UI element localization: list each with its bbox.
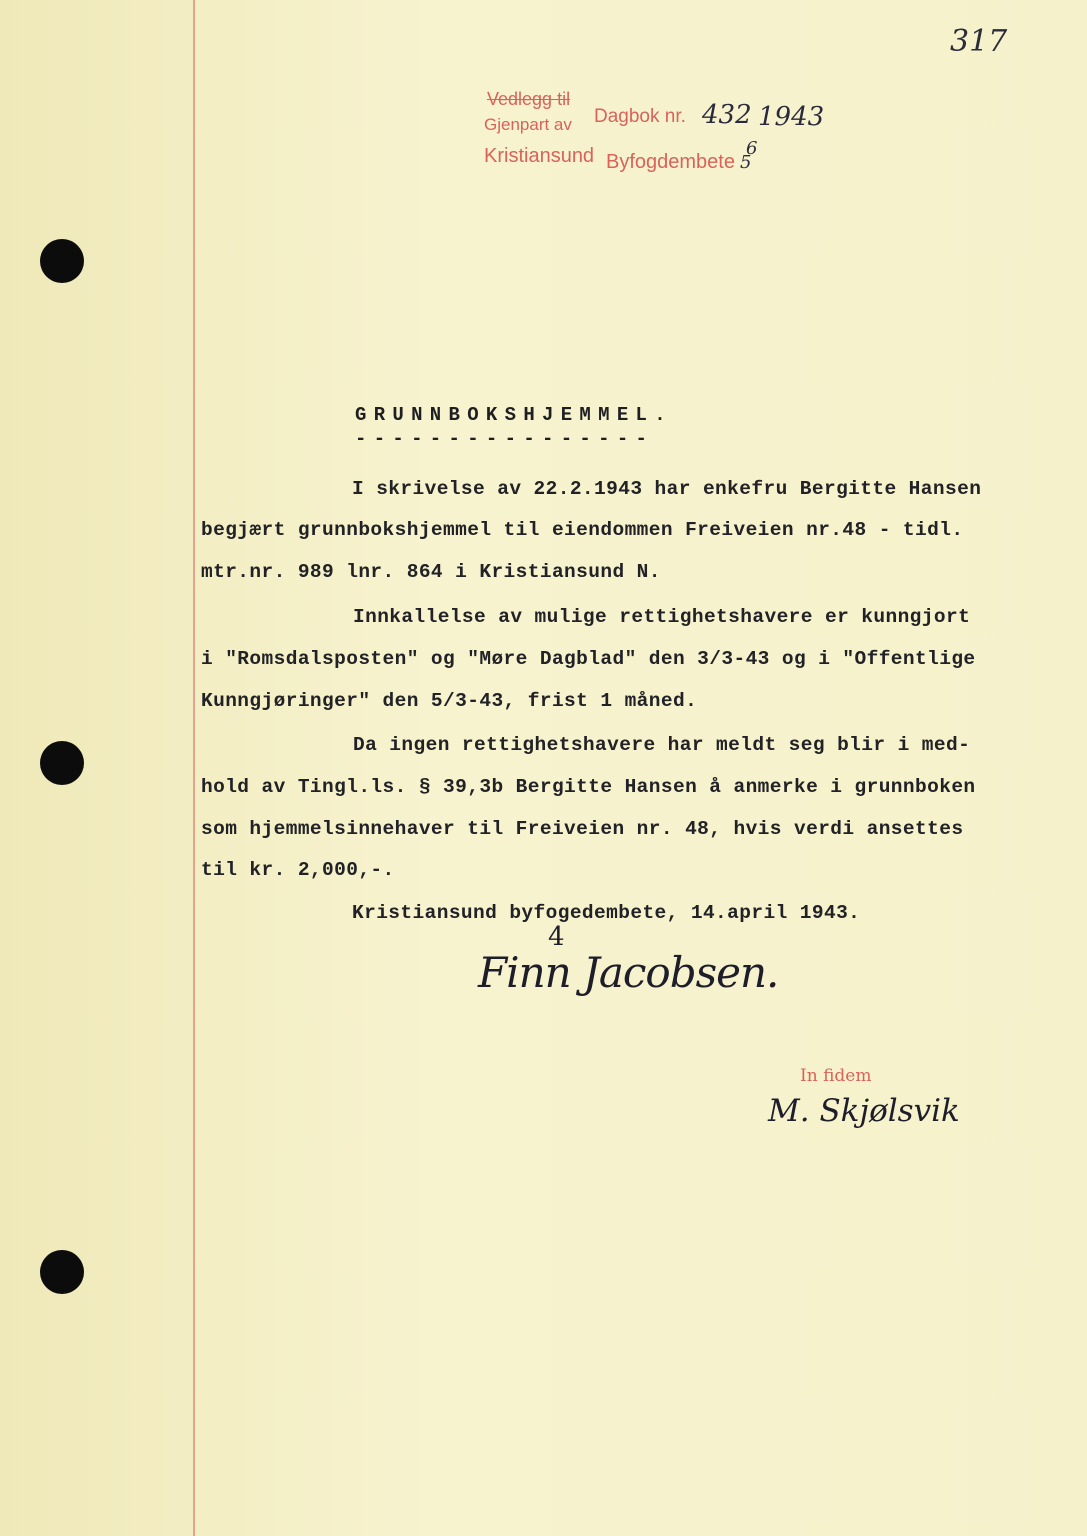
signature-1: Finn Jacobsen. xyxy=(478,948,779,997)
in-fidem-stamp: In fidem xyxy=(800,1066,872,1086)
punch-hole-top xyxy=(40,239,84,283)
signature-mark: 4 xyxy=(548,922,565,952)
body-line-6: Kunngjøringer" den 5/3-43, frist 1 måned. xyxy=(201,690,698,712)
page-number: 317 xyxy=(950,24,1008,59)
body-line-4: Innkallelse av mulige rettighetshavere er kunngjort xyxy=(353,606,971,628)
body-line-9: som hjemmelsinnehaver til Freiveien nr. 48, hvis verdi ansettes xyxy=(201,818,964,840)
body-line-10: til kr. 2,000,-. xyxy=(201,859,395,881)
stamp-byfogdembete: Byfogdembete xyxy=(606,151,735,173)
date-month: 5 xyxy=(740,152,752,173)
punch-hole-middle xyxy=(40,741,84,785)
place-date-line: Kristiansund byfogedembete, 14.april 1943. xyxy=(352,902,861,924)
stamp-kristiansund: Kristiansund xyxy=(484,145,595,167)
body-line-3: mtr.nr. 989 lnr. 864 i Kristiansund N. xyxy=(201,561,661,583)
stamp-vedlegg: Vedlegg til xyxy=(487,89,571,109)
margin-line xyxy=(193,0,195,1536)
dagbok-date xyxy=(740,138,758,173)
stamp-gjenpart: Gjenpart av xyxy=(484,115,572,134)
body-line-8: hold av Tingl.ls. § 39,3b Bergitte Hansen å anmerke i grunnboken xyxy=(201,776,976,798)
title-underline: ---------------- xyxy=(355,428,655,450)
date-day: 6 xyxy=(746,138,758,159)
document-title: GRUNNBOKSHJEMMEL. xyxy=(355,404,673,426)
dagbok-year: 1943 xyxy=(758,102,825,132)
punch-hole-bottom xyxy=(40,1250,84,1294)
body-line-2: begjært grunnbokshjemmel til eiendommen Freiveien nr.48 - tidl. xyxy=(201,519,964,541)
dagbok-number: 432 xyxy=(702,100,752,130)
body-line-5: i "Romsdalsposten" og "Møre Dagblad" den 3/3-43 og i "Offentlige xyxy=(201,648,976,670)
signature-2: M. Skjølsvik xyxy=(768,1093,960,1129)
body-line-7: Da ingen rettighetshavere har meldt seg blir i med- xyxy=(353,734,971,756)
stamp-dagbok: Dagbok nr. xyxy=(594,106,686,127)
body-line-1: I skrivelse av 22.2.1943 har enkefru Bergitte Hansen xyxy=(352,478,982,500)
